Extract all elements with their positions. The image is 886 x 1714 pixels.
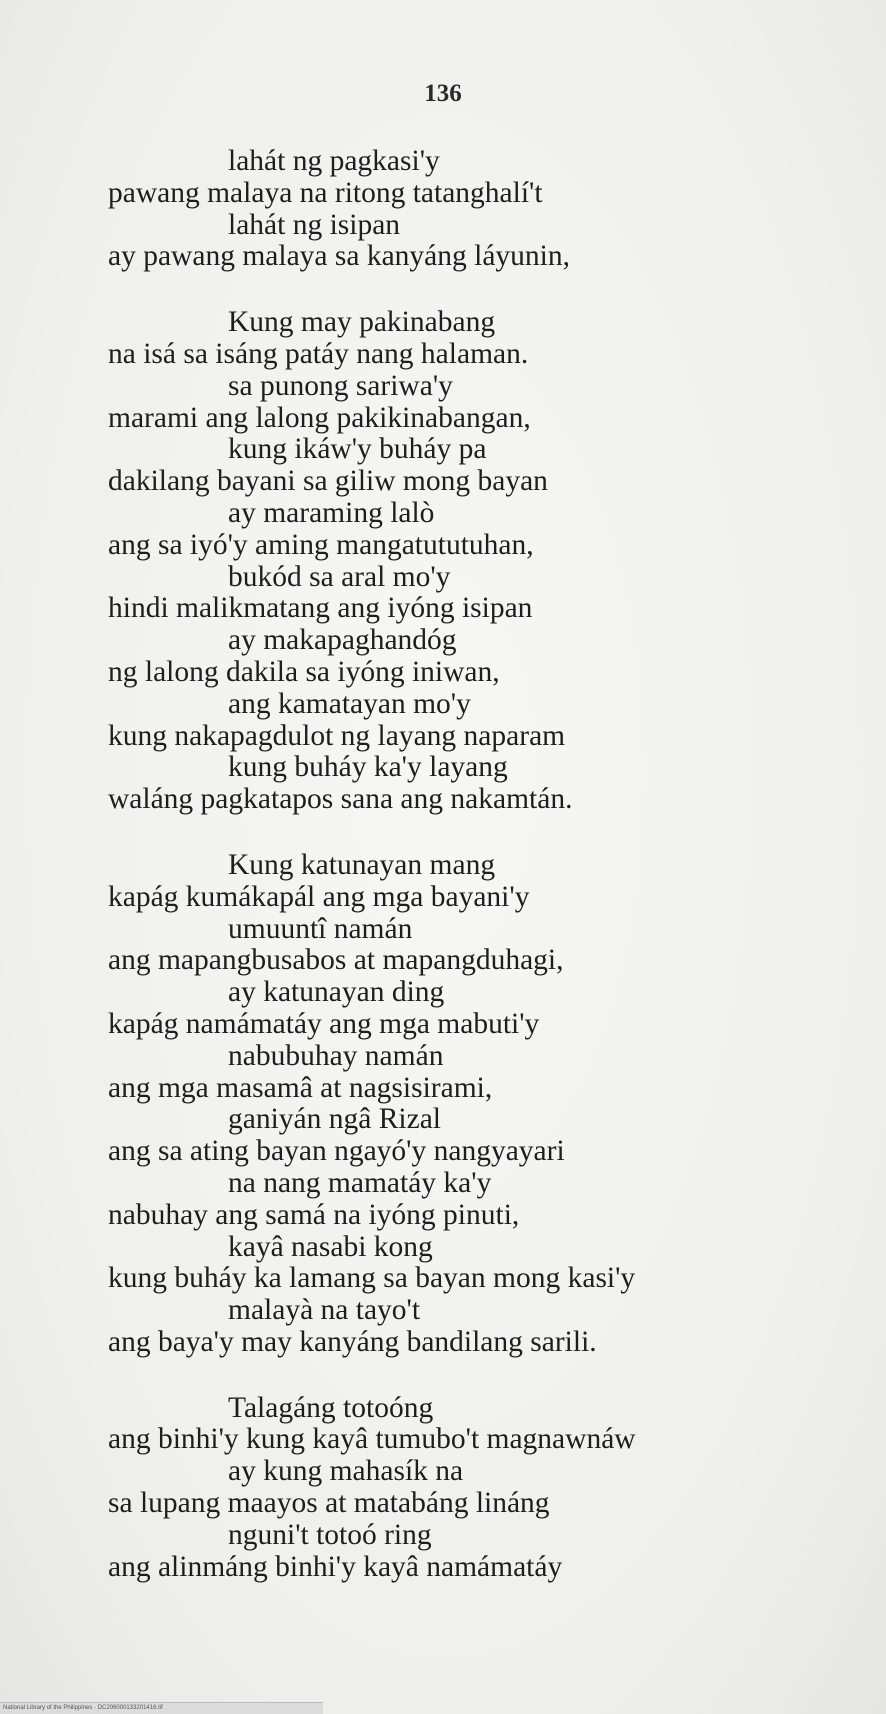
- stanza: [108, 850, 868, 1359]
- poem-line: ay pawang malaya sa kanyáng láyunin,: [108, 240, 571, 273]
- poem-line: nabuhay ang samá na iyóng pinuti,: [108, 1198, 520, 1231]
- poem-line: ang binhi'y kung kayâ tumubo't magnawnáw: [108, 1423, 636, 1456]
- poem-line: ang mga masamâ at nagsisirami,: [108, 1071, 493, 1104]
- poem-line: Kung may pakinabang: [228, 306, 496, 339]
- stanza: [108, 146, 868, 273]
- poem-line: ganiyán ngâ Rizal: [228, 1103, 441, 1136]
- poem-line: kung nakapagdulot ng layang naparam: [108, 719, 566, 752]
- poem-line: ng lalong dakila sa iyóng iniwan,: [108, 655, 500, 688]
- poem-line: ang baya'y may kanyáng bandilang sarili.: [108, 1325, 597, 1358]
- poem-line: ang kamatayan mo'y: [228, 687, 471, 720]
- poem-line: lahát ng pagkasi'y: [228, 145, 440, 177]
- poem-line: malayà na tayo't: [228, 1294, 421, 1327]
- poem-line: ang sa ating bayan ngayó'y nangyayari: [108, 1135, 565, 1168]
- poem-line: umuuntî namán: [228, 912, 413, 945]
- poem-line: kung buháy ka lamang sa bayan mong kasi'y: [108, 1262, 636, 1295]
- poem-line: pawang malaya na ritong tatanghalí't: [108, 176, 543, 209]
- page-number: 136: [424, 80, 462, 107]
- poem-line: kapág namámatáy ang mga mabuti'y: [108, 1007, 540, 1040]
- poem-line: kung ikáw'y buháy pa: [228, 433, 487, 466]
- poem-line: nabubuhay namán: [228, 1039, 444, 1072]
- poem-line: nguni't totoó ring: [228, 1518, 432, 1551]
- poem-line: ay kung mahasík na: [228, 1455, 464, 1488]
- poem-line: na nang mamatáy ka'y: [228, 1166, 492, 1199]
- poem-line: lahát ng isipan: [228, 208, 401, 241]
- stanza: [108, 1393, 868, 1584]
- poem-line: ang mapangbusabos at mapangduhagi,: [108, 944, 564, 977]
- poem-line: kung buháy ka'y layang: [228, 751, 508, 784]
- poem-line: ay makapaghandóg: [228, 624, 457, 657]
- scan-footer-label: National Library of the Philippines · DC206000133201416.tif: [0, 1702, 323, 1714]
- poem-line: Kung katunayan mang: [228, 848, 496, 881]
- poem-line: na isá sa isáng patáy nang halaman.: [108, 337, 529, 370]
- poem-line: dakilang bayani sa giliw mong bayan: [108, 465, 548, 498]
- poem-line: sa lupang maayos at matabáng lináng: [108, 1487, 550, 1520]
- poem-line: Talagáng totoóng: [228, 1391, 434, 1424]
- poem-line: hindi malikmatang ang iyóng isipan: [108, 592, 533, 625]
- poem-line: bukód sa aral mo'y: [228, 560, 451, 593]
- poem-line: kapág kumákapál ang mga bayani'y: [108, 880, 530, 913]
- poem-body: [108, 146, 868, 1583]
- poem-line: sa punong sariwa'y: [228, 369, 453, 402]
- poem-line: ang sa iyó'y aming mangatututuhan,: [108, 528, 534, 561]
- poem-line: ay maraming lalò: [228, 496, 435, 529]
- poem-line: ay katunayan ding: [228, 976, 445, 1009]
- poem-line: marami ang lalong pakikinabangan,: [108, 401, 531, 434]
- stanza: [108, 307, 868, 816]
- poem-line: kayâ nasabi kong: [228, 1230, 433, 1263]
- poem-line: waláng pagkatapos sana ang nakamtán.: [108, 783, 573, 816]
- poem-line: ang alinmáng binhi'y kayâ namámatáy: [108, 1550, 563, 1583]
